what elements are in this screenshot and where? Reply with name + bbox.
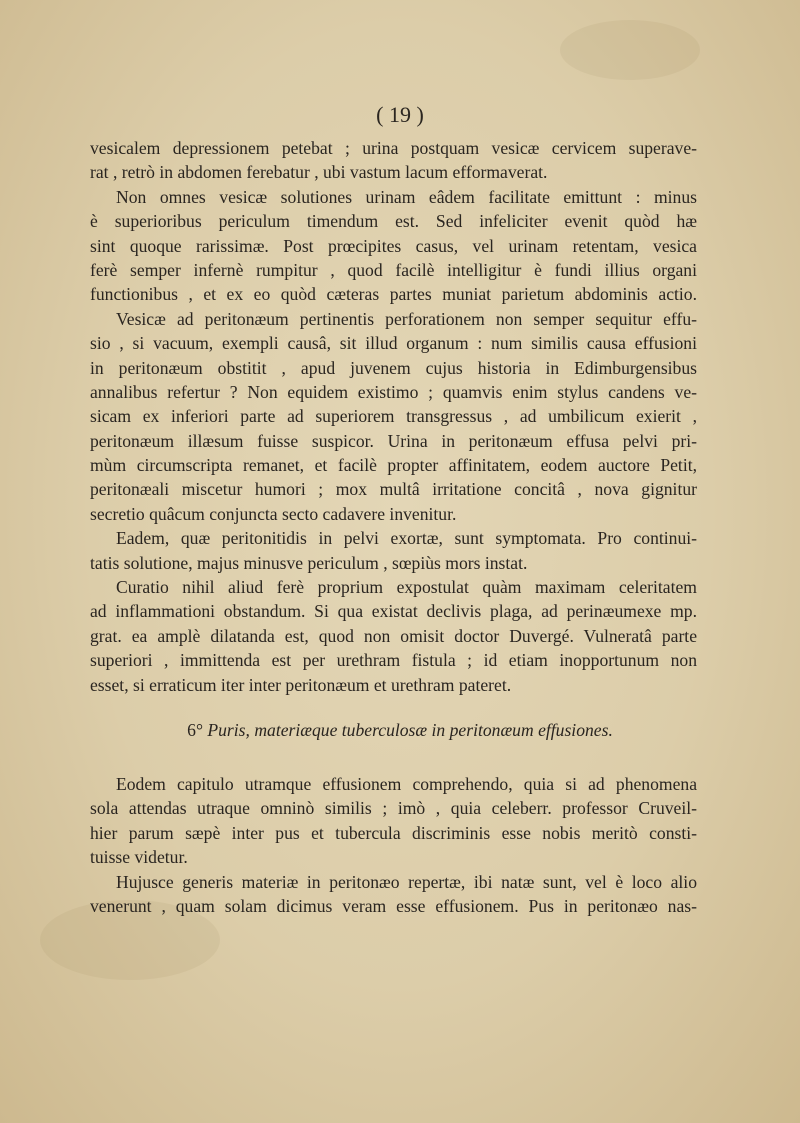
text-line: Curatio nihil aliud ferè proprium expostulat quàm maximam celeritatem bbox=[116, 577, 697, 598]
text-line: peritonæali miscetur humori ; mox multâ irritatione concitâ , nova gignitur bbox=[90, 479, 697, 500]
page-number: ( 19 ) bbox=[376, 102, 424, 127]
text-line: Vesicæ ad peritonæum pertinentis perforationem non semper sequitur effu- bbox=[116, 308, 697, 329]
text-line: tuisse videtur. bbox=[90, 847, 188, 868]
text-line: sint quoque rarissimæ. Post prœcipites casus, vel urinam retentam, vesica bbox=[90, 235, 697, 256]
text-line: ad inflammationi obstandum. Si qua existat declivis plaga, ad perinæumexe mp. bbox=[90, 601, 697, 622]
text-line: grat. ea amplè dilatanda est, quod non omisit doctor Duvergé. Vulneratâ parte bbox=[90, 625, 697, 646]
text-line: sio , si vacuum, exempli causâ, sit illud organum : num similis causa effusioni bbox=[90, 333, 697, 354]
paper-stain bbox=[560, 20, 700, 80]
text-line: superiori , immittenda est per urethram fistula ; id etiam inopportunum non bbox=[90, 650, 697, 671]
text-line: Non omnes vesicæ solutiones urinam eâdem facilitate emittunt : minus bbox=[116, 186, 697, 207]
text-line: functionibus , et ex eo quòd cæteras partes muniat parietum abdominis actio. bbox=[90, 284, 697, 305]
text-line: in peritonæum obstitit , apud juvenem cujus historia in Edimburgensibus bbox=[90, 357, 697, 378]
text-line: annalibus refertur ? Non equidem existimo ; quamvis enim stylus candens ve- bbox=[90, 381, 697, 402]
text-line: ferè semper infernè rumpitur , quod facilè intelligitur è fundi illius organi bbox=[90, 259, 697, 280]
text-line: venerunt , quam solam dicimus veram esse effusionem. Pus in peritonæo nas- bbox=[90, 895, 697, 916]
text-line: vesicalem depressionem petebat ; urina postquam vesicæ cervicem superave- bbox=[90, 138, 697, 158]
text-line: sicam ex inferiori parte ad superiorem transgressus , ad umbilicum exierit , bbox=[90, 406, 697, 427]
section-number: 6° bbox=[187, 720, 203, 740]
section-heading bbox=[0, 720, 800, 741]
text-line: secretio quâcum conjuncta secto cadavere invenitur. bbox=[90, 503, 457, 524]
text-line: è superioribus periculum timendum est. Sed infeliciter evenit quòd hæ bbox=[90, 211, 697, 232]
body-text-block-2 bbox=[90, 772, 697, 918]
text-line: mùm circumscripta remanet, et facilè propter affinitatem, eodem auctore Petit, bbox=[90, 455, 697, 476]
text-line: tatis solutione, majus minusve periculum , sœpiùs mors instat. bbox=[90, 552, 528, 573]
text-line: Eadem, quæ peritonitidis in pelvi exortæ, sunt symptomata. Pro continui- bbox=[116, 528, 697, 549]
section-title: Puris, materiæque tuberculosæ in peritonæum effusiones. bbox=[207, 720, 613, 740]
text-line: peritonæum illæsum fuisse suspicor. Urina in peritonæum effusa pelvi pri- bbox=[90, 430, 697, 451]
body-text-block-1 bbox=[90, 136, 697, 697]
text-line: hier parum sæpè inter pus et tubercula discriminis esse nobis meritò consti- bbox=[90, 822, 697, 843]
text-line: esset, si erraticum iter inter peritonæum et urethram pateret. bbox=[90, 674, 512, 695]
text-line: Eodem capitulo utramque effusionem comprehendo, quia si ad phenomena bbox=[116, 774, 697, 794]
text-line: rat , retrò in abdomen ferebatur , ubi vastum lacum efformaverat. bbox=[90, 162, 548, 183]
text-line: sola attendas utraque omninò similis ; imò , quia celeberr. professor Cruveil- bbox=[90, 798, 697, 819]
text-line: Hujusce generis materiæ in peritonæo repertæ, ibi natæ sunt, vel è loco alio bbox=[116, 871, 697, 892]
